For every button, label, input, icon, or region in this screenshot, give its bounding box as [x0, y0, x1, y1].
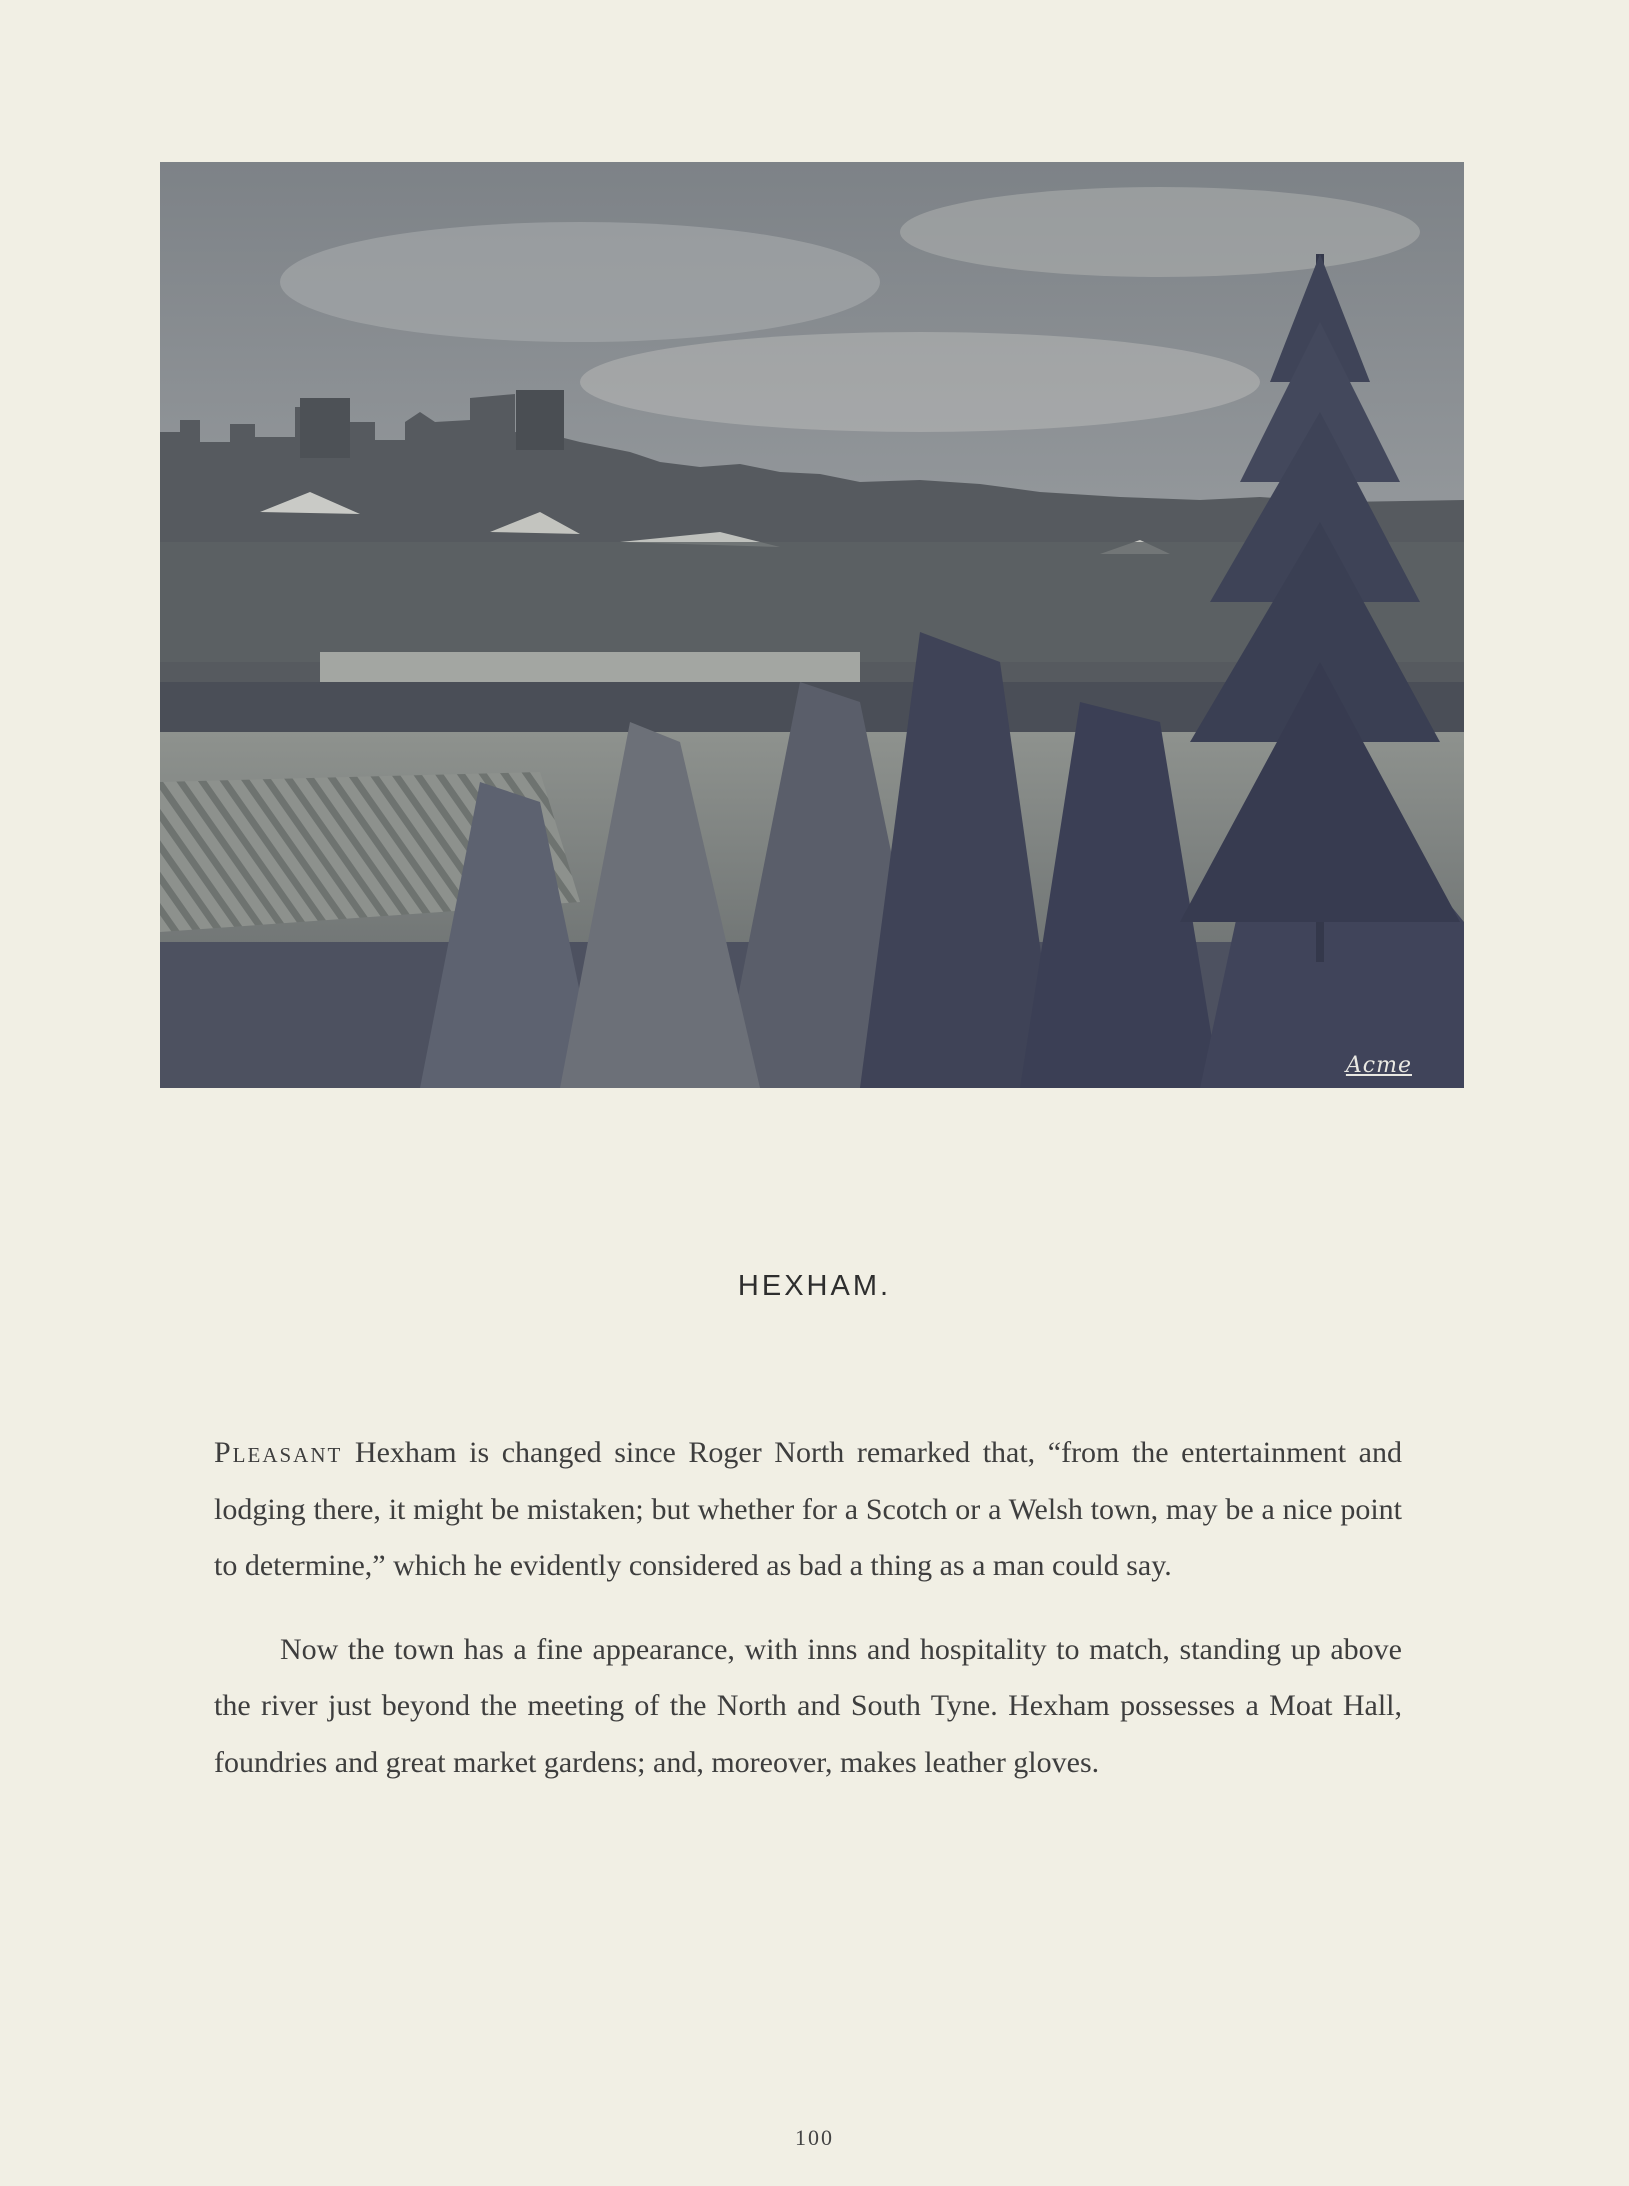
- article-body: [214, 1425, 1402, 1791]
- hexham-photograph: [160, 162, 1464, 1088]
- paragraph-2: Now the town has a fine appearance, with inns and hospitality to match, standing up above the river just beyond the meeting of the North and South Tyne. Hexham possesses a Moat Hall, foundries and great market gardens; and, moreover, makes leather gloves.: [214, 1632, 1402, 1779]
- engraver-signature: Acme: [1345, 1053, 1412, 1078]
- paragraph-text: Hexham is changed since Roger North remarked that, “from the entertainment and lodging there, it might be mistaken; but whether for a Scotch or a Welsh town, may be a nice point to determine,” which he evidently considered as bad a thing as a man could say.: [214, 1436, 1402, 1582]
- paragraph-1: [214, 1425, 1402, 1595]
- plate-caption: HEXHAM.: [737, 1270, 892, 1302]
- paragraph-lead-word: Pleasant: [214, 1436, 343, 1469]
- page-number: 100: [795, 2125, 834, 2150]
- landscape-illustration: [160, 162, 1464, 1088]
